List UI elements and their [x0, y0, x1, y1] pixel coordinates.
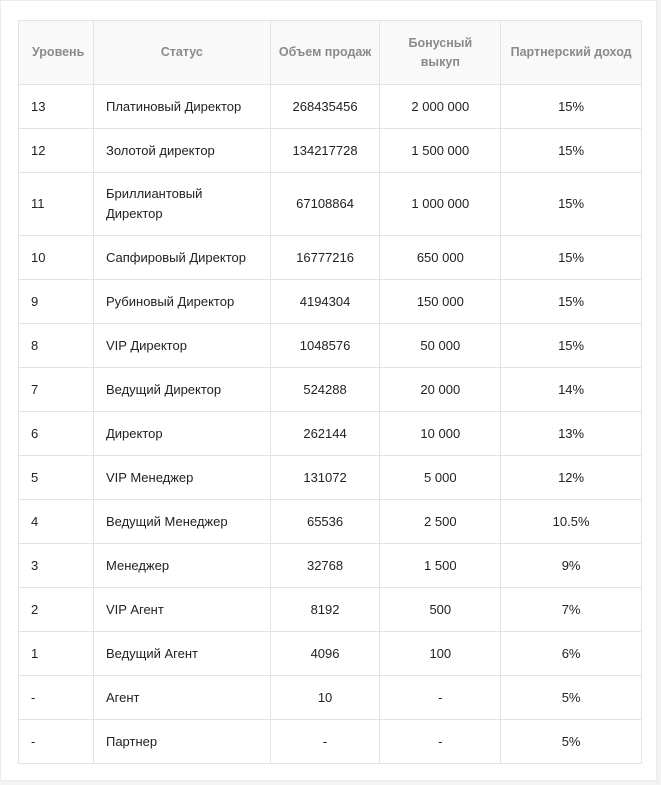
cell-level: 1	[19, 632, 94, 676]
cell-level: 3	[19, 544, 94, 588]
cell-sales-volume: 1048576	[270, 324, 380, 368]
cell-bonus-buyout: 50 000	[380, 324, 501, 368]
cell-sales-volume: 4194304	[270, 280, 380, 324]
cell-bonus-buyout: 1 500 000	[380, 129, 501, 173]
cell-sales-volume: 67108864	[270, 173, 380, 236]
cell-partner-income: 14%	[501, 368, 642, 412]
cell-sales-volume: 32768	[270, 544, 380, 588]
cell-sales-volume: 65536	[270, 500, 380, 544]
cell-status: Менеджер	[93, 544, 270, 588]
header-status: Статус	[93, 21, 270, 85]
cell-bonus-buyout: 2 000 000	[380, 85, 501, 129]
table-row	[19, 85, 642, 129]
cell-level: -	[19, 720, 94, 764]
header-row	[19, 21, 642, 85]
cell-sales-volume: 524288	[270, 368, 380, 412]
cell-partner-income: 5%	[501, 676, 642, 720]
cell-bonus-buyout: 20 000	[380, 368, 501, 412]
cell-bonus-buyout: 10 000	[380, 412, 501, 456]
cell-status: Сапфировый Директор	[93, 236, 270, 280]
cell-sales-volume: 10	[270, 676, 380, 720]
cell-bonus-buyout: -	[380, 676, 501, 720]
cell-sales-volume: 134217728	[270, 129, 380, 173]
table-row	[19, 280, 642, 324]
cell-status: Агент	[93, 676, 270, 720]
table-row	[19, 173, 642, 236]
cell-partner-income: 15%	[501, 324, 642, 368]
table-row	[19, 588, 642, 632]
cell-level: -	[19, 676, 94, 720]
cell-bonus-buyout: 650 000	[380, 236, 501, 280]
cell-status: VIP Агент	[93, 588, 270, 632]
cell-status: Ведущий Агент	[93, 632, 270, 676]
table-row	[19, 412, 642, 456]
cell-partner-income: 6%	[501, 632, 642, 676]
table-row	[19, 456, 642, 500]
cell-sales-volume: 262144	[270, 412, 380, 456]
cell-status: VIP Директор	[93, 324, 270, 368]
table-row	[19, 632, 642, 676]
table-row	[19, 324, 642, 368]
cell-partner-income: 13%	[501, 412, 642, 456]
cell-bonus-buyout: 100	[380, 632, 501, 676]
cell-partner-income: 15%	[501, 236, 642, 280]
cell-status: Директор	[93, 412, 270, 456]
cell-sales-volume: 4096	[270, 632, 380, 676]
cell-partner-income: 9%	[501, 544, 642, 588]
cell-level: 4	[19, 500, 94, 544]
cell-bonus-buyout: 2 500	[380, 500, 501, 544]
cell-level: 8	[19, 324, 94, 368]
cell-partner-income: 15%	[501, 85, 642, 129]
cell-level: 9	[19, 280, 94, 324]
table-row	[19, 500, 642, 544]
cell-status: Платиновый Директор	[93, 85, 270, 129]
cell-status: Ведущий Менеджер	[93, 500, 270, 544]
cell-level: 12	[19, 129, 94, 173]
cell-status: Золотой директор	[93, 129, 270, 173]
cell-sales-volume: 16777216	[270, 236, 380, 280]
cell-status: Рубиновый Директор	[93, 280, 270, 324]
cell-bonus-buyout: 1 500	[380, 544, 501, 588]
cell-sales-volume: -	[270, 720, 380, 764]
cell-level: 13	[19, 85, 94, 129]
status-levels-table	[18, 20, 642, 764]
table-row	[19, 720, 642, 764]
cell-status: Партнер	[93, 720, 270, 764]
cell-partner-income: 10.5%	[501, 500, 642, 544]
cell-status: Ведущий Директор	[93, 368, 270, 412]
table-row	[19, 544, 642, 588]
table-header	[19, 21, 642, 85]
header-level: Уровень	[19, 21, 94, 85]
header-sales-volume: Объем продаж	[270, 21, 380, 85]
cell-bonus-buyout: 1 000 000	[380, 173, 501, 236]
cell-level: 6	[19, 412, 94, 456]
cell-bonus-buyout: 150 000	[380, 280, 501, 324]
cell-level: 11	[19, 173, 94, 236]
cell-partner-income: 15%	[501, 280, 642, 324]
cell-level: 2	[19, 588, 94, 632]
cell-partner-income: 12%	[501, 456, 642, 500]
cell-bonus-buyout: 500	[380, 588, 501, 632]
cell-bonus-buyout: 5 000	[380, 456, 501, 500]
cell-status: Бриллиантовый Директор	[93, 173, 270, 236]
cell-sales-volume: 268435456	[270, 85, 380, 129]
cell-partner-income: 15%	[501, 129, 642, 173]
table-body	[19, 85, 642, 764]
cell-status: VIP Менеджер	[93, 456, 270, 500]
table-row	[19, 129, 642, 173]
table-row	[19, 236, 642, 280]
cell-bonus-buyout: -	[380, 720, 501, 764]
cell-partner-income: 7%	[501, 588, 642, 632]
cell-sales-volume: 8192	[270, 588, 380, 632]
cell-level: 5	[19, 456, 94, 500]
cell-level: 7	[19, 368, 94, 412]
header-partner-income: Партнерский доход	[501, 21, 642, 85]
cell-partner-income: 15%	[501, 173, 642, 236]
table-row	[19, 368, 642, 412]
table-row	[19, 676, 642, 720]
cell-level: 10	[19, 236, 94, 280]
header-bonus-buyout: Бонусный выкуп	[380, 21, 501, 85]
cell-sales-volume: 131072	[270, 456, 380, 500]
cell-partner-income: 5%	[501, 720, 642, 764]
